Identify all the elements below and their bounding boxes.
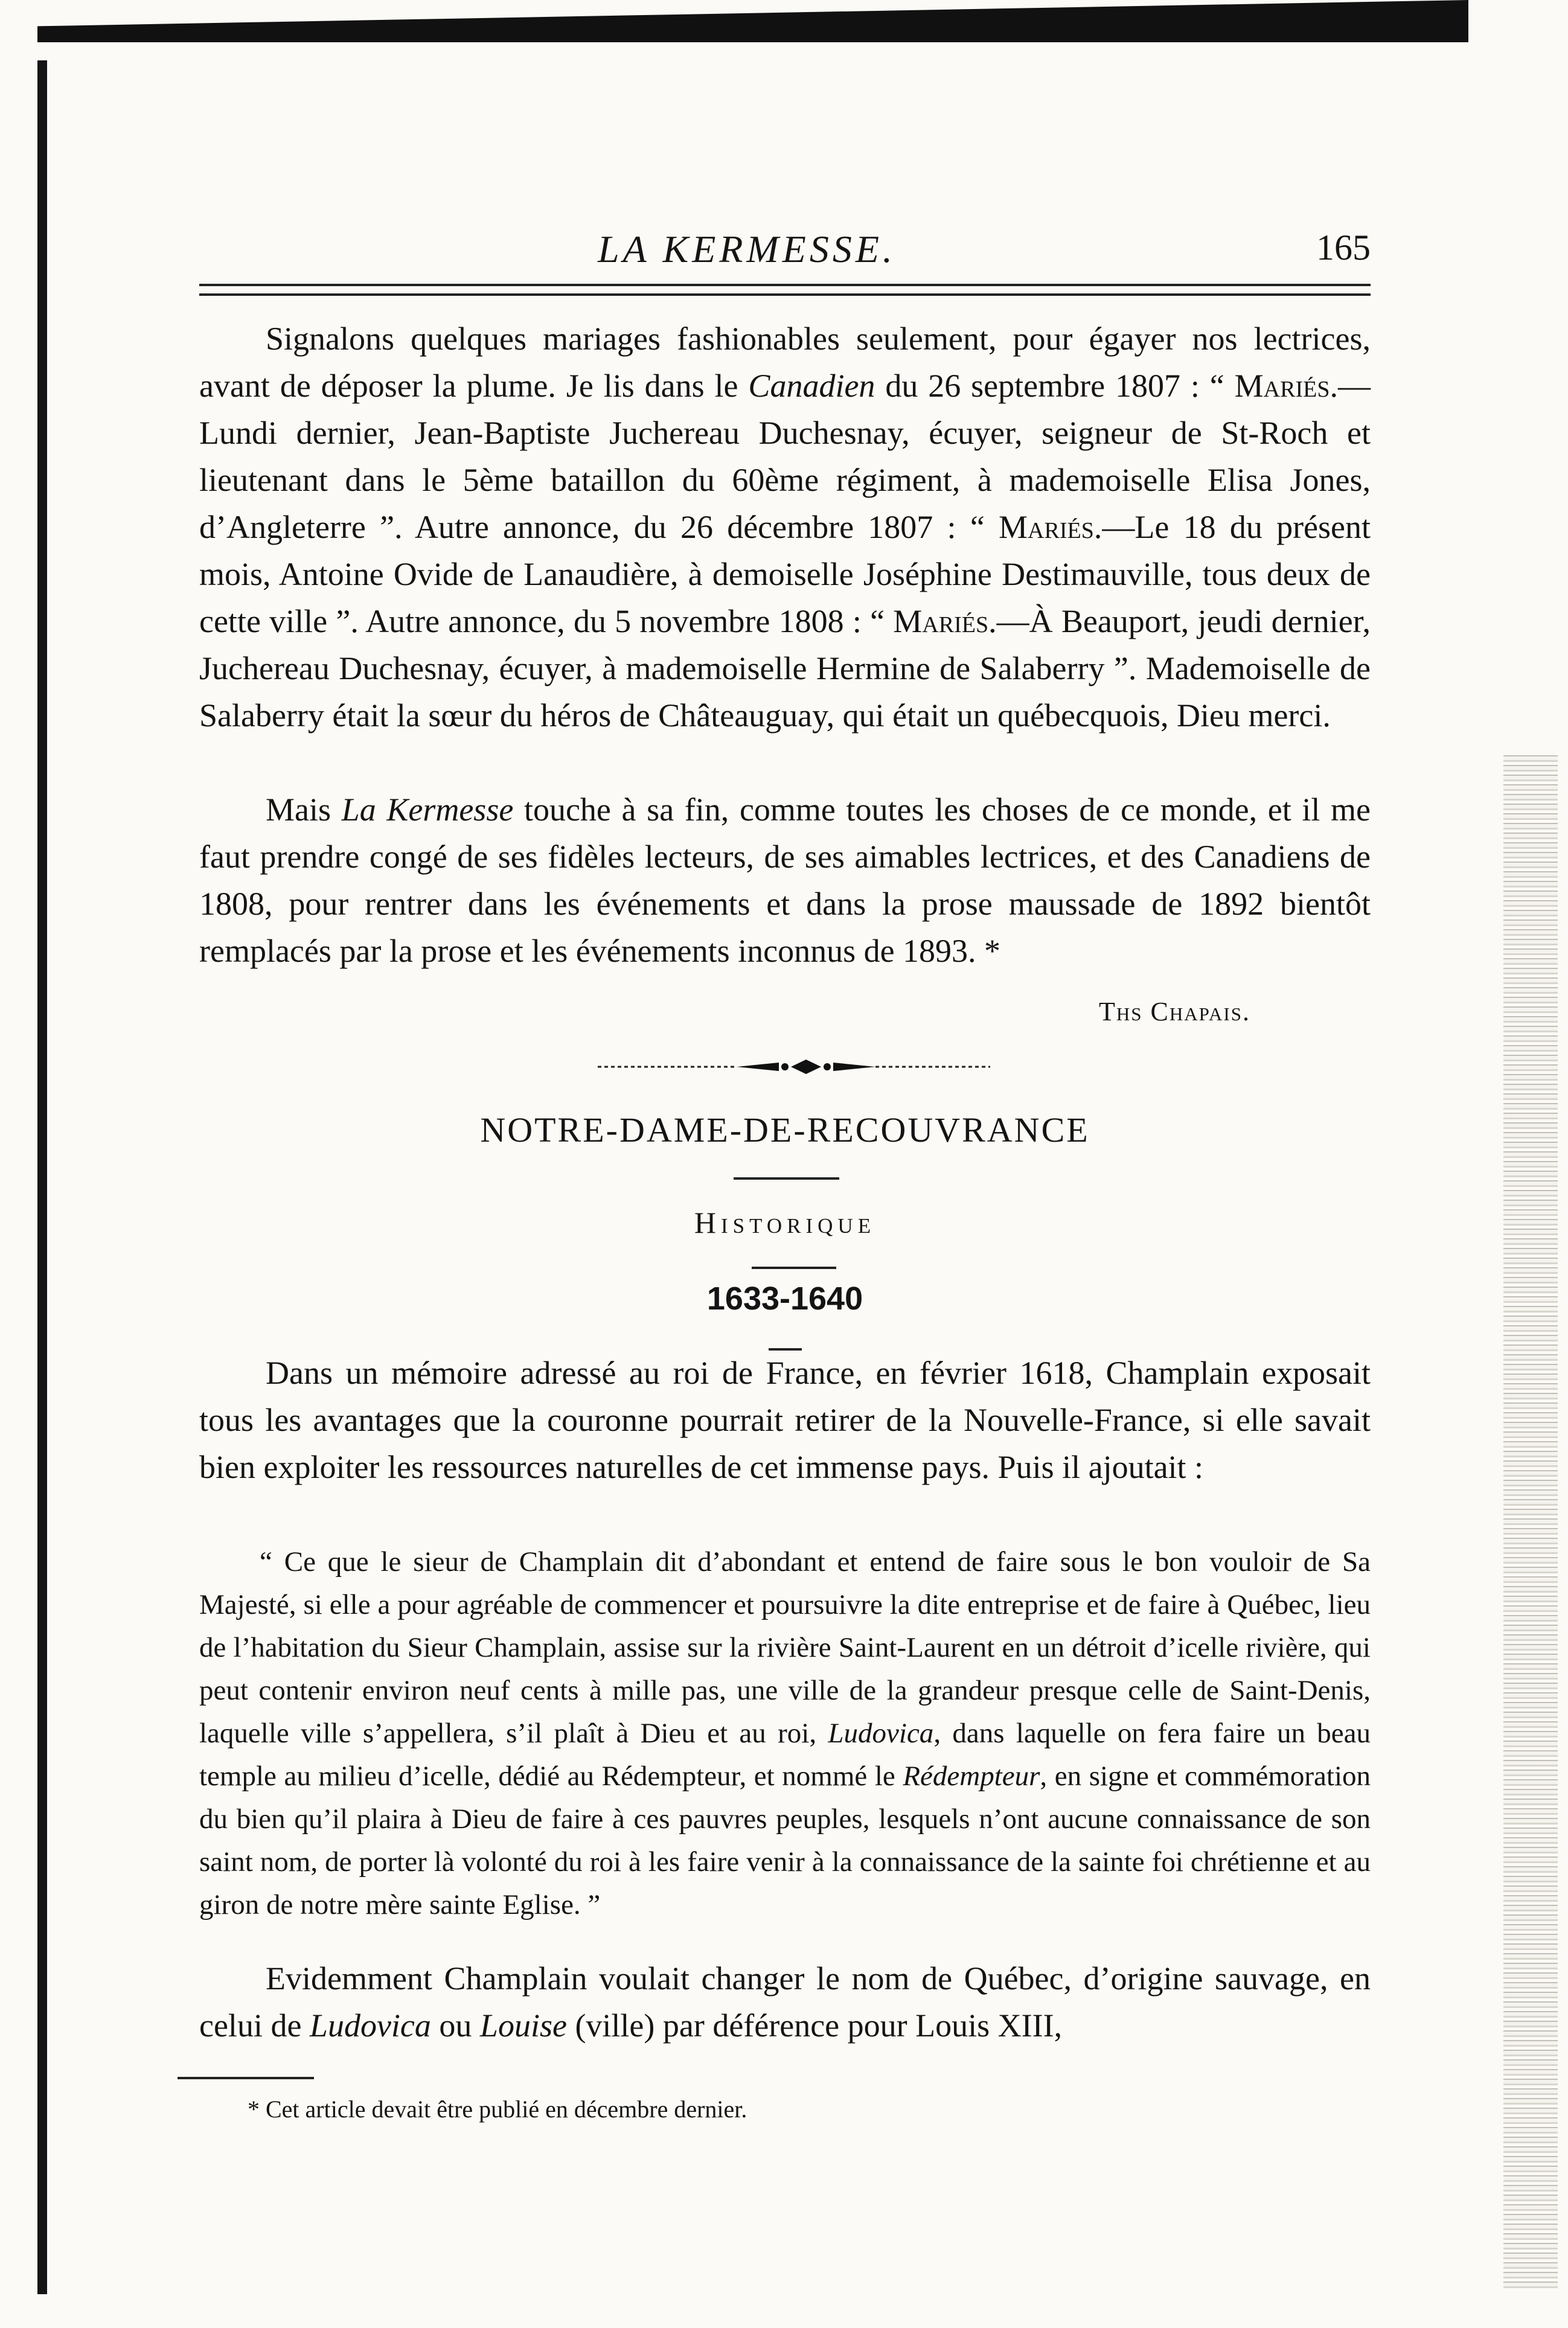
text-run: du 26 septembre 1807 : “ <box>875 368 1235 404</box>
running-title: LA KERMESSE. <box>598 228 896 270</box>
emphasis: Rédempteur <box>903 1760 1040 1792</box>
author-signature: Ths Chapais. <box>1099 997 1250 1026</box>
text-run: , en signe et commémoration du bien qu’il plaira à Dieu de faire à ces pauvres peuples, lesquels n’ont aucune connaissance de son saint nom, de porter là volonté du roi à les faire venir à la connaissance de la sainte foi chrétienne et au giron de notre mère sainte Eglise. ” <box>199 1760 1371 1920</box>
marries-label: Mariés. <box>893 603 997 639</box>
marries-label: Mariés. <box>1234 368 1338 404</box>
work-title: La Kermesse <box>341 791 514 828</box>
page-number: 165 <box>1316 228 1371 267</box>
text-run: touche à sa fin, comme toutes les choses de ce monde, et il me faut prendre congé de ses fidèles lecteurs, de ses aimables lectrices, et des Canadiens de 1808, pour rentrer dans les événements et dans la prose maussade de 1892 bientôt remplacés par la prose et les événements inconnus de 1893. * <box>199 791 1371 969</box>
top-edge-rule <box>37 0 1468 42</box>
text-run: —Lundi dernier, Jean-Baptiste Juchereau Duchesnay, écuyer, seigneur de St-Roch et lieutenant dans le 5ème bataillon du 60ème régiment, à mademoiselle Elisa Jones, d’Angleterre ”. Autre annonce, du 26 décembre 1807 : “ <box>199 368 1371 545</box>
paragraph-memoire: Dans un mémoire adressé au roi de France, en février 1618, Champlain exposait tous les avantages que la couronne pourrait retirer de la Nouvelle-France, si elle savait bien exploiter les ressources naturelles de cet immense pays. Puis il ajoutait : <box>199 1355 1371 1485</box>
text-run: —À Beauport, jeudi dernier, Juchereau Duchesnay, écuyer, à mademoiselle Hermine de Salaberry ”. Mademoiselle de Salaberry était la sœur du héros de Châteauguay, qui était un québecquois, Dieu merci. <box>199 603 1371 734</box>
text-run: , dans laquelle on fera faire un beau temple au milieu d’icelle, dédié au Rédempteur, et nommé le <box>199 1718 1371 1792</box>
text-run: —Le 18 du présent mois, Antoine Ovide de Lanaudière, à demoiselle Joséphine Destimauville, tous deux de cette ville ”. Autre annonce, du 5 novembre 1808 : “ <box>199 509 1371 639</box>
emphasis: Ludovica <box>828 1718 934 1749</box>
section-subtitle: Historique <box>694 1206 876 1239</box>
footnote: * Cet article devait être publié en décembre dernier. <box>248 2096 747 2123</box>
paragraph-closing <box>199 786 1371 974</box>
ornament-divider <box>598 1058 990 1076</box>
emphasis: Ludovica <box>309 2007 431 2044</box>
date-range: 1633-1640 <box>706 1281 863 1317</box>
text-run: Evidemment Champlain voulait changer le nom de Québec, d’origine sauvage, en celui de <box>199 1960 1371 2044</box>
emphasis: Louise <box>479 2007 567 2044</box>
marries-label: Mariés. <box>999 509 1102 545</box>
paragraph-marriages <box>199 315 1371 739</box>
text-run: Mais <box>266 791 342 828</box>
footnote-rule <box>178 2077 314 2079</box>
header-rule-top <box>199 284 1371 286</box>
subtitle-rule <box>752 1267 836 1269</box>
newspaper-title: Canadien <box>748 368 875 404</box>
page-header <box>199 227 1371 287</box>
champlain-quote <box>199 1541 1371 1927</box>
section-title: NOTRE-DAME-DE-RECOUVRANCE <box>480 1110 1090 1150</box>
header-rule-bottom <box>199 293 1371 296</box>
paragraph-evidemment <box>199 1955 1371 2049</box>
text-run: ou <box>430 2007 480 2044</box>
title-rule <box>734 1177 839 1180</box>
left-edge-rule <box>37 60 47 2294</box>
text-run: (ville) par déférence pour Louis XIII, <box>566 2007 1063 2044</box>
text-run: Signalons quelques mariages fashionables seulement, pour égayer nos lectrices, avant de déposer la plume. Je lis dans le <box>199 321 1371 404</box>
text-run: “ Ce que le sieur de Champlain dit d’abondant et entend de faire sous le bon vouloir de Sa Majesté, si elle a pour agréable de commencer et poursuivre la dite entreprise et de faire à Québec, lieu de l’habitation du Sieur Champlain, assise sur la rivière Saint-Laurent en un détroit d’icelle rivière, qui peut contenir environ neuf cents à mille pas, une ville de la grandeur presque celle de Saint-Denis, laquelle ville s’appellera, s’il plaît à Dieu et au roi, <box>199 1546 1371 1749</box>
page-edge-texture <box>1503 755 1558 2288</box>
